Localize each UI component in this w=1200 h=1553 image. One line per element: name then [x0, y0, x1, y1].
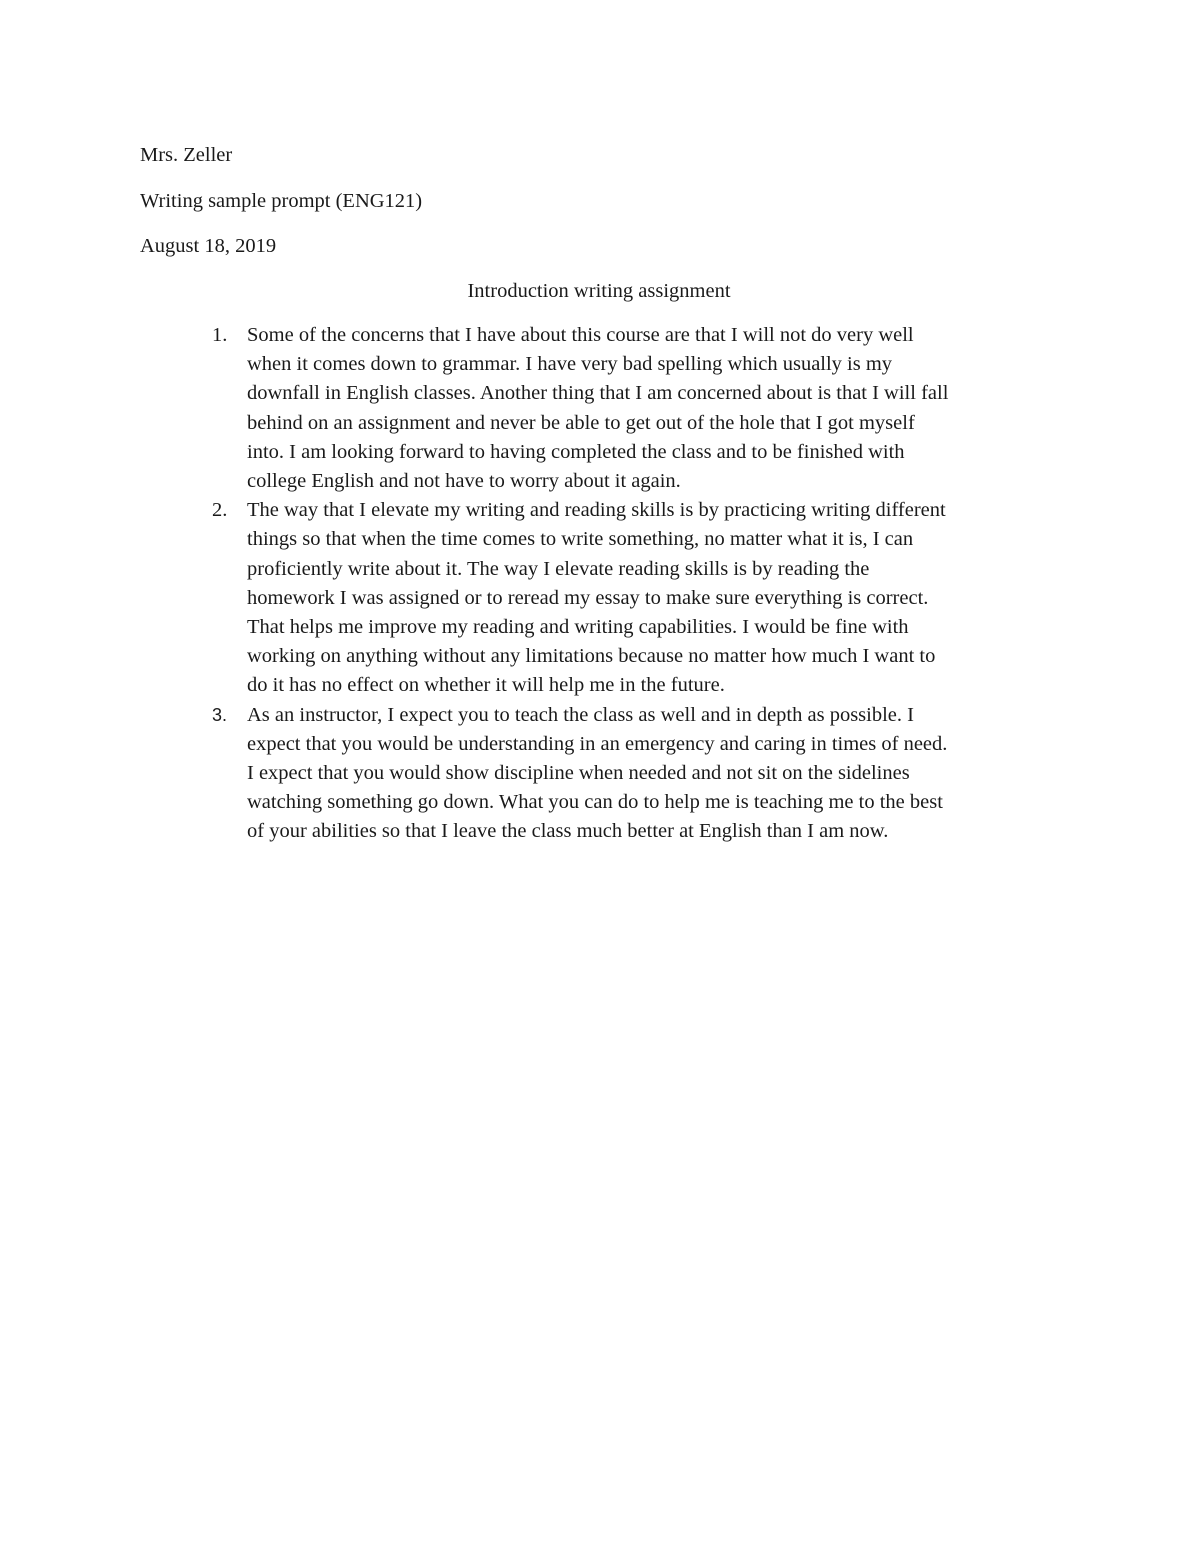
text-line: do it has no effect on whether it will help me in the future.	[247, 674, 725, 697]
answer-list	[212, 321, 1059, 847]
text-line: when it comes down to grammar. I have very bad spelling which usually is my	[247, 353, 893, 376]
text-line: behind on an assignment and never be able to get out of the hole that I got myself	[247, 411, 915, 434]
text-line: As an instructor, I expect you to teach the class as well and in depth as possible. I	[247, 703, 914, 726]
list-number: 2.	[212, 499, 228, 522]
course-prompt-line: Writing sample prompt (ENG121)	[140, 190, 423, 212]
document-title: Introduction writing assignment	[467, 280, 731, 302]
text-line: watching something go down. What you can do to help me is teaching me to the best	[247, 791, 943, 814]
list-number: 1.	[212, 324, 228, 346]
text-line: proficiently write about it. The way I elevate reading skills is by reading the	[247, 557, 870, 580]
list-number: 3.	[212, 704, 228, 725]
text-line: things so that when the time comes to write something, no matter what it is, I can	[247, 528, 914, 551]
text-line: college English and not have to worry about it again.	[247, 470, 681, 493]
recipient-line: Mrs. Zeller	[140, 144, 233, 166]
text-line: expect that you would be understanding in an emergency and caring in times of need.	[247, 732, 948, 755]
text-line: That helps me improve my reading and writing capabilities. I would be fine with	[247, 616, 909, 639]
text-line: working on anything without any limitations because no matter how much I want to	[247, 645, 936, 668]
answer-item-1	[212, 321, 1059, 496]
answer-item-2	[212, 496, 1059, 700]
answer-item-3	[212, 701, 1059, 847]
date-line: August 18, 2019	[140, 235, 277, 257]
text-line: homework I was assigned or to reread my essay to make sure everything is correct.	[247, 586, 929, 609]
text-line: of your abilities so that I leave the class much better at English than I am now.	[247, 820, 889, 843]
text-line: into. I am looking forward to having completed the class and to be finished with	[247, 440, 905, 463]
text-line: The way that I elevate my writing and reading skills is by practicing writing different	[247, 499, 946, 522]
text-line: I expect that you would show discipline when needed and not sit on the sidelines	[247, 762, 910, 785]
text-line: downfall in English classes. Another thing that I am concerned about is that I will fall	[247, 382, 949, 405]
text-line: Some of the concerns that I have about this course are that I will not do very well	[247, 324, 914, 346]
